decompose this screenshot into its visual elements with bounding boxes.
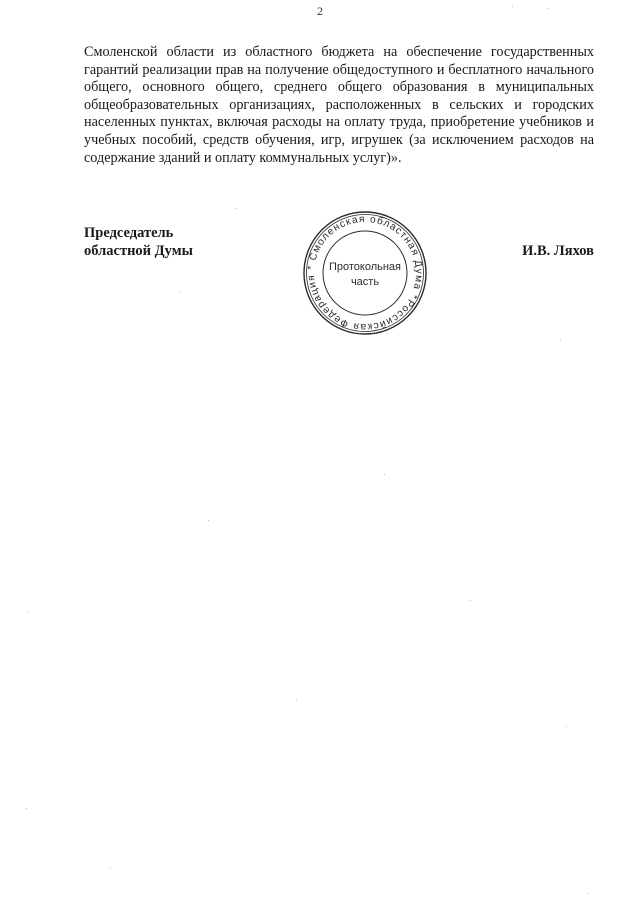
- page-number: 2: [317, 4, 323, 18]
- seal-stamp-icon: [302, 210, 428, 336]
- signer-title-line1: Председатель: [84, 225, 174, 241]
- scan-speckle: [588, 893, 589, 894]
- scan-speckle: [28, 612, 29, 613]
- scan-speckle: [26, 808, 27, 809]
- signer-name: И.В. Ляхов: [522, 243, 594, 259]
- signer-title: [84, 224, 193, 260]
- scan-speckle: [512, 6, 513, 7]
- signer-title-line2: областной Думы: [84, 243, 193, 259]
- seal-center-line2: часть: [350, 276, 380, 288]
- body-paragraph: Смоленской области из областного бюджета на обеспечение государственных гарантий реализации прав на получение общедоступного и бесплатного начального общего, основного общего, среднего общего образования в муниципальных общеобразовательных организациях, расположенных в сельских и городских населенных пунктах, включая расходы на оплату труда, приобретение учебников и учебных пособий, средств обучения, игр, игрушек (за исключением расходов на содержание зданий и оплату коммунальных услуг)».: [84, 44, 594, 166]
- scan-speckle: [208, 520, 209, 521]
- scan-speckle: [566, 726, 567, 727]
- scan-speckle: [384, 474, 385, 475]
- scan-speckle: [236, 208, 237, 209]
- seal-outer-text: Российская Федерация * Смоленская областная Дума *: [305, 213, 425, 333]
- scan-speckle: [180, 292, 181, 293]
- scan-speckle: [548, 8, 549, 9]
- scan-speckle: [296, 700, 297, 701]
- scan-speckle: [110, 868, 111, 869]
- seal-center-line1: Протокольная: [328, 261, 402, 273]
- official-seal: [302, 210, 428, 336]
- scan-speckle: [560, 340, 561, 341]
- scan-speckle: [470, 600, 471, 601]
